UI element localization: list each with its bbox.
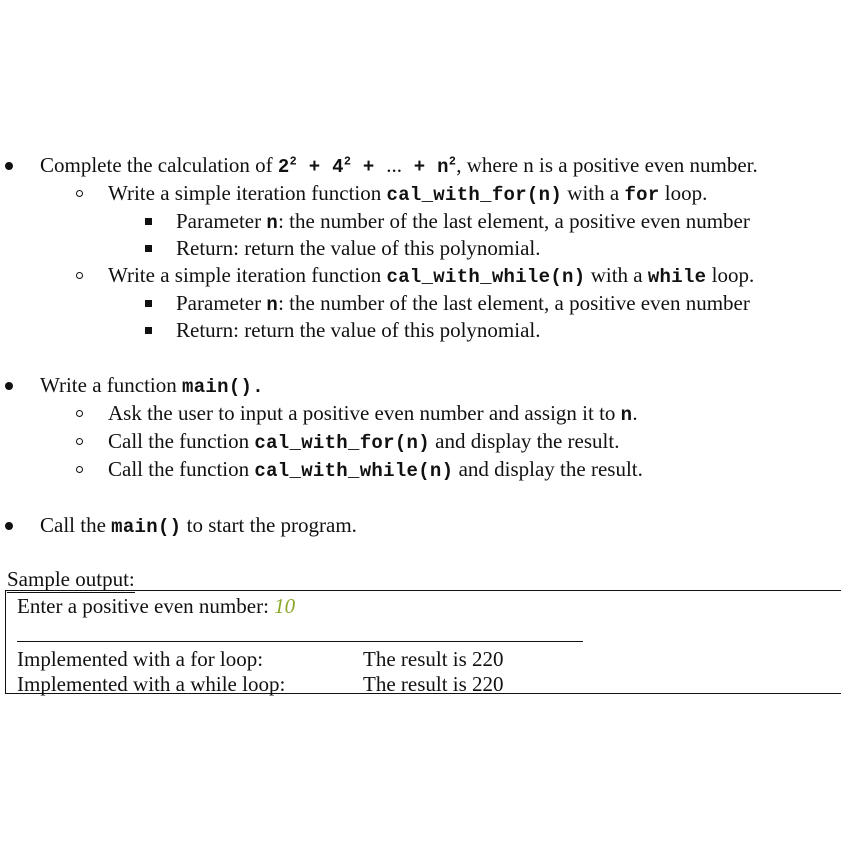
separator-line bbox=[17, 641, 583, 642]
sample-output-label: Sample output: bbox=[7, 567, 135, 591]
circle-bullet bbox=[76, 272, 83, 279]
bullet-dot bbox=[5, 382, 13, 390]
sample-row-for-result: The result is 220 bbox=[363, 647, 504, 671]
sample-input-value: 10 bbox=[274, 594, 296, 618]
square-bullet bbox=[145, 300, 152, 307]
bullet-dot bbox=[5, 522, 13, 530]
code-cal-with-for: cal_with_for(n) bbox=[386, 184, 563, 206]
circle-bullet bbox=[76, 410, 83, 417]
sample-row-for-label: Implemented with a for loop: bbox=[17, 647, 264, 671]
circle-bullet bbox=[76, 190, 83, 197]
sample-output-box bbox=[5, 590, 841, 694]
circle-bullet bbox=[76, 466, 83, 473]
sample-row-while-result: The result is 220 bbox=[363, 672, 504, 696]
square-bullet bbox=[145, 245, 152, 252]
code-cal-with-while: cal_with_while(n) bbox=[386, 266, 586, 288]
sample-prompt: Enter a positive even number: 10 bbox=[17, 594, 296, 618]
square-bullet bbox=[145, 327, 152, 334]
bullet-1-text: Complete the calculation of $2^2 + 4^2$ + ... + $n^2$, where n is a positive even number. bbox=[40, 153, 758, 178]
code-main: main(). bbox=[182, 376, 264, 398]
sample-row-while-label: Implemented with a while loop: bbox=[17, 672, 286, 696]
square-bullet bbox=[145, 218, 152, 225]
circle-bullet bbox=[76, 438, 83, 445]
bullet-dot bbox=[5, 162, 13, 170]
